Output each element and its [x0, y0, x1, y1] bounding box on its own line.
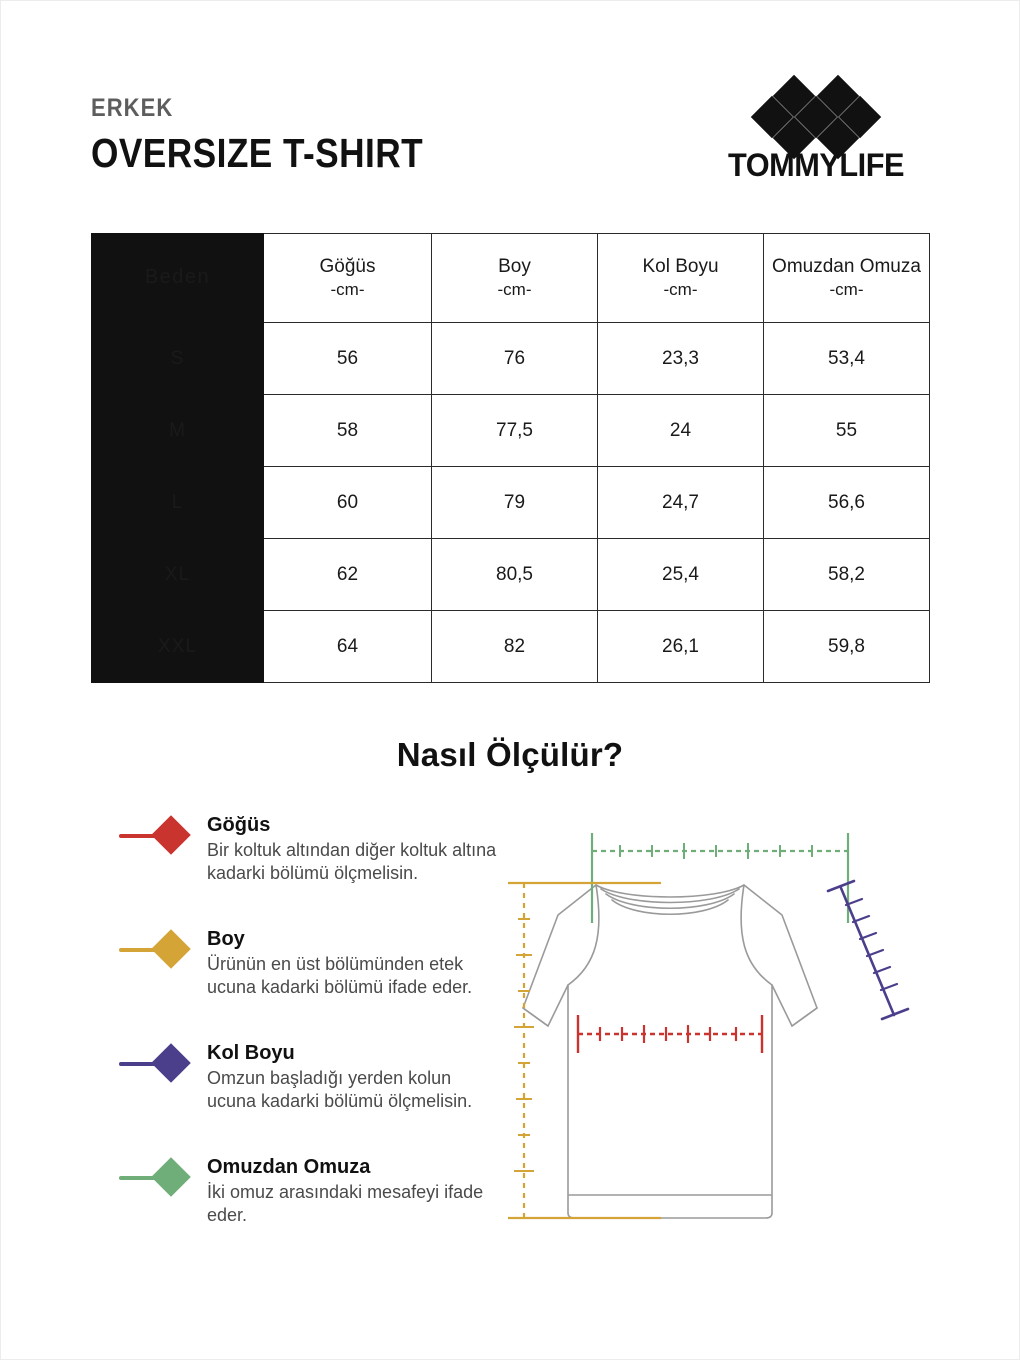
cell-boy: 77,5 [432, 395, 598, 467]
cell-omuz: 59,8 [764, 611, 930, 683]
kol-boyu-measure-line [828, 881, 908, 1019]
cell-gogus: 62 [264, 539, 432, 611]
cell-omuz: 58,2 [764, 539, 930, 611]
cell-gogus: 64 [264, 611, 432, 683]
brand-name: TOMMYLIFE [727, 147, 905, 183]
header-kol-boyu-unit: -cm- [663, 279, 698, 299]
brand-logo [701, 81, 931, 181]
howto-title: Nasıl Ölçülür? [396, 736, 624, 773]
gogus-diamond-icon [119, 819, 197, 853]
legend-item-omuzdan-omuza [119, 1155, 499, 1247]
legend-description: İki omuz arasındaki mesafeyi ifade eder. [207, 1182, 484, 1226]
header-omuzdan-omuza [764, 234, 930, 323]
table-row [92, 539, 930, 611]
cell-omuz: 55 [764, 395, 930, 467]
cell-omuz: 56,6 [764, 467, 930, 539]
cell-size: XXL [92, 611, 264, 683]
header-beden: Beden [92, 234, 264, 323]
measurement-legend [119, 813, 499, 1269]
table-row [92, 395, 930, 467]
legend-description: Ürünün en üst bölümünden etek ucuna kadarki bölümü ifade eder. [207, 954, 473, 998]
cell-size: S [92, 323, 264, 395]
size-table [91, 233, 930, 683]
cell-gogus: 56 [264, 323, 432, 395]
cell-gogus: 60 [264, 467, 432, 539]
page-title: OVERSIZE T-SHIRT [91, 130, 424, 176]
header-omuzdan-omuza-unit: -cm- [829, 279, 864, 299]
header-gogus-label: Göğüs [319, 256, 376, 278]
header-kol-boyu-label: Kol Boyu [642, 256, 719, 278]
table-row [92, 611, 930, 683]
cell-boy: 80,5 [432, 539, 598, 611]
cell-size: L [92, 467, 264, 539]
legend-title: Omuzdan Omuza [207, 1156, 371, 1178]
cell-size: XL [92, 539, 264, 611]
cell-kol: 25,4 [598, 539, 764, 611]
legend-title: Boy [207, 928, 245, 950]
omuzdan-omuza-diamond-icon [119, 1161, 197, 1195]
header-boy-unit: -cm- [497, 279, 532, 299]
header-gogus-unit: -cm- [330, 279, 365, 299]
header-boy-label: Boy [498, 256, 531, 278]
table-row [92, 323, 930, 395]
legend-item-gogus [119, 813, 499, 905]
kol-boyu-diamond-icon [119, 1047, 197, 1081]
boy-measure-line [508, 883, 661, 1218]
cell-kol: 24 [598, 395, 764, 467]
legend-description: Bir koltuk altından diğer koltuk altına kadarki bölümü ölçmelisin. [207, 840, 497, 884]
table-header-row [92, 234, 930, 323]
cell-kol: 24,7 [598, 467, 764, 539]
cell-boy: 79 [432, 467, 598, 539]
cell-kol: 23,3 [598, 323, 764, 395]
boy-diamond-icon [119, 933, 197, 967]
legend-item-kol-boyu [119, 1041, 499, 1133]
cell-boy: 82 [432, 611, 598, 683]
diamond-logo-icon [757, 81, 875, 143]
header-gogus [264, 234, 432, 323]
tshirt-outline-icon [523, 885, 817, 1218]
legend-title: Göğüs [207, 814, 271, 836]
legend-title: Kol Boyu [207, 1042, 295, 1064]
legend-description: Omzun başladığı yerden kolun ucuna kadarki bölümü ölçmelisin. [207, 1068, 473, 1112]
table-row [92, 467, 930, 539]
cell-boy: 76 [432, 323, 598, 395]
gogus-measure-line [578, 1015, 762, 1053]
cell-gogus: 58 [264, 395, 432, 467]
header-omuzdan-omuza-label: Omuzdan Omuza [772, 256, 921, 278]
category-eyebrow: ERKEK [91, 94, 174, 122]
cell-omuz: 53,4 [764, 323, 930, 395]
header-boy [432, 234, 598, 323]
tshirt-diagram [496, 823, 966, 1293]
cell-size: M [92, 395, 264, 467]
cell-kol: 26,1 [598, 611, 764, 683]
legend-item-boy [119, 927, 499, 1019]
header-kol-boyu [598, 234, 764, 323]
